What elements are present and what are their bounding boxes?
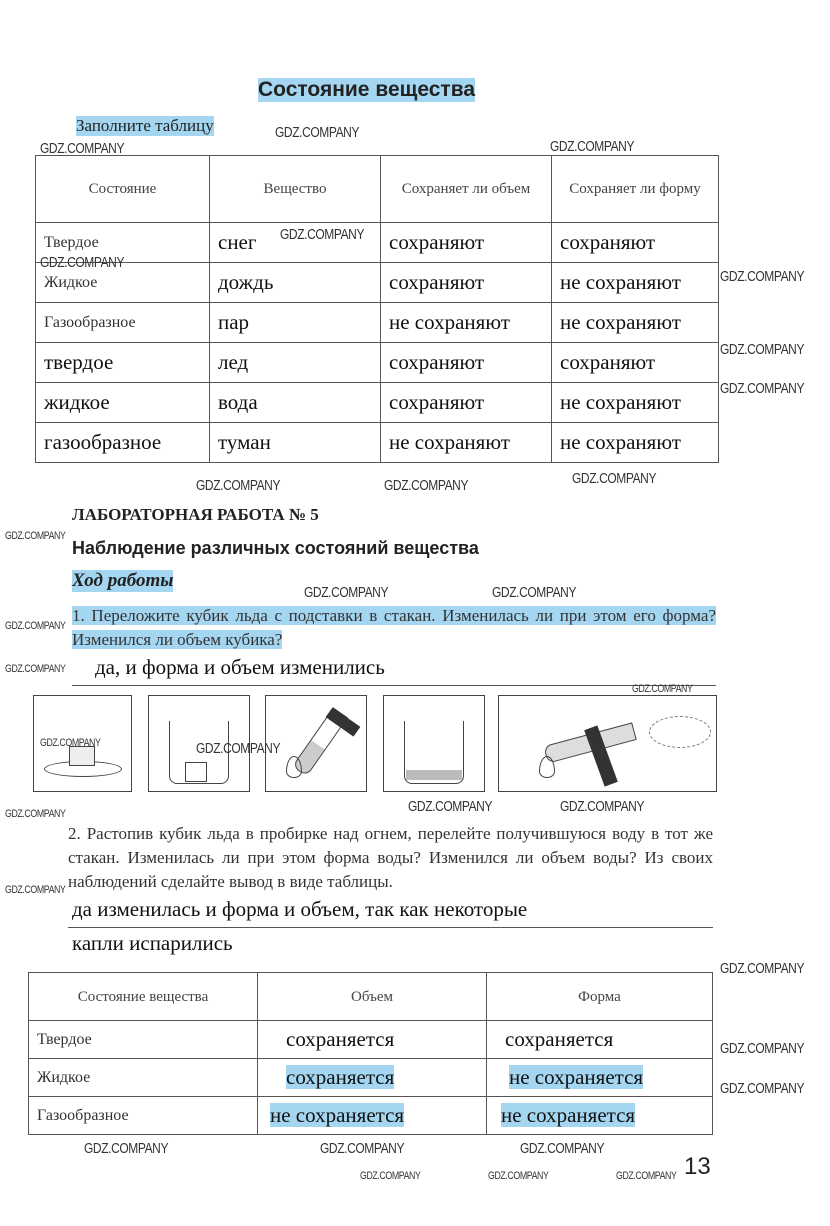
- page-title: Состояние вещества: [258, 78, 476, 101]
- cell-substance: пар: [210, 303, 381, 343]
- watermark: GDZ.COMPANY: [5, 884, 66, 896]
- cell-volume: сохраняют: [381, 263, 552, 303]
- cell-state: твердое: [36, 343, 210, 383]
- cell-volume: сохраняют: [381, 343, 552, 383]
- water-in-glass-illustration: [383, 695, 485, 792]
- cell-state: жидкое: [36, 383, 210, 423]
- cell-value: не сохраняется: [501, 1103, 636, 1127]
- watermark: GDZ.COMPANY: [384, 477, 469, 494]
- watermark: GDZ.COMPANY: [550, 138, 635, 155]
- table-row: [29, 1097, 713, 1135]
- question-1: 1. Переложите кубик льда с подставки в стакан. Изменилась ли при этом его форма? Изменился ли объем кубика?: [72, 606, 716, 649]
- page-number: 13: [684, 1153, 711, 1180]
- table-row: [36, 303, 719, 343]
- cell-value: не сохраняется: [509, 1065, 644, 1089]
- cell-state: Газообразное: [36, 303, 210, 343]
- watermark: GDZ.COMPANY: [720, 268, 805, 285]
- answer-line: [68, 928, 713, 961]
- cell-substance: снег: [210, 223, 381, 263]
- table-row: [29, 1059, 713, 1097]
- cell-state: Твердое: [29, 1021, 258, 1059]
- cell-volume: [258, 1097, 487, 1135]
- cell-shape: [487, 1097, 713, 1135]
- cell-state: Твердое: [36, 223, 210, 263]
- header-substance: Вещество: [210, 156, 381, 223]
- answer-2-line-2: капли испарились: [72, 931, 233, 955]
- answer-line: [72, 652, 716, 686]
- task-instruction: Заполните таблицу: [76, 116, 214, 135]
- watermark: GDZ.COMPANY: [40, 140, 125, 157]
- question-2: 2. Растопив кубик льда в пробирке над огнем, перелейте получившуюся воду в тот же стакан. Изменилась ли при этом форма воды? Изменился ли объем воды? Из своих наблюдений сделайте вывод в виде таблицы.: [68, 824, 713, 891]
- watermark: GDZ.COMPANY: [572, 470, 657, 487]
- watermark: GDZ.COMPANY: [720, 960, 805, 977]
- lab-title: ЛАБОРАТОРНАЯ РАБОТА № 5: [72, 505, 319, 524]
- question-1-block: [72, 604, 716, 686]
- cell-volume: сохраняют: [381, 223, 552, 263]
- header-state: Состояние вещества: [29, 973, 258, 1021]
- table-row: [29, 1021, 713, 1059]
- cell-shape: [487, 1059, 713, 1097]
- header-shape: Форма: [487, 973, 713, 1021]
- table-row: [36, 383, 719, 423]
- table-row: [36, 263, 719, 303]
- boiling-water-steam-illustration: [498, 695, 717, 792]
- answer-1: да, и форма и объем изменились: [95, 655, 385, 679]
- header-shape: Сохраняет ли форму: [552, 156, 719, 223]
- watermark: GDZ.COMPANY: [5, 530, 66, 542]
- watermark: GDZ.COMPANY: [632, 683, 693, 695]
- cell-value: сохраняется: [286, 1065, 395, 1089]
- cell-state: Жидкое: [29, 1059, 258, 1097]
- answer-line: [68, 894, 713, 928]
- question-2-block: [68, 822, 713, 961]
- conclusion-table: [28, 972, 713, 1135]
- header-volume: Объем: [258, 973, 487, 1021]
- watermark: GDZ.COMPANY: [5, 663, 66, 675]
- cell-shape: сохраняется: [487, 1021, 713, 1059]
- lab-subtitle: Наблюдение различных состояний вещества: [72, 538, 479, 558]
- cell-volume: [258, 1059, 487, 1097]
- cell-substance: лед: [210, 343, 381, 383]
- cell-state: газообразное: [36, 423, 210, 463]
- header-state: Состояние: [36, 156, 210, 223]
- watermark: GDZ.COMPANY: [720, 341, 805, 358]
- states-table: [35, 155, 719, 463]
- watermark: GDZ.COMPANY: [720, 1040, 805, 1057]
- watermark: GDZ.COMPANY: [520, 1140, 605, 1157]
- watermark: GDZ.COMPANY: [720, 1080, 805, 1097]
- watermark: GDZ.COMPANY: [488, 1170, 549, 1182]
- watermark: GDZ.COMPANY: [40, 737, 101, 749]
- watermark: GDZ.COMPANY: [5, 808, 66, 820]
- table-row: [36, 223, 719, 263]
- cell-substance: туман: [210, 423, 381, 463]
- header-volume: Сохраняет ли объем: [381, 156, 552, 223]
- watermark: GDZ.COMPANY: [320, 1140, 405, 1157]
- watermark: GDZ.COMPANY: [40, 254, 125, 271]
- cell-shape: не сохраняют: [552, 383, 719, 423]
- cell-volume: сохраняют: [381, 383, 552, 423]
- watermark: GDZ.COMPANY: [196, 477, 281, 494]
- watermark: GDZ.COMPANY: [280, 226, 365, 243]
- table-row: [36, 423, 719, 463]
- watermark: GDZ.COMPANY: [84, 1140, 169, 1157]
- cell-volume: сохраняется: [258, 1021, 487, 1059]
- watermark: GDZ.COMPANY: [360, 1170, 421, 1182]
- cell-shape: не сохраняют: [552, 303, 719, 343]
- test-tube-over-flame-illustration: [265, 695, 367, 792]
- watermark: GDZ.COMPANY: [720, 380, 805, 397]
- cell-value: не сохраняется: [270, 1103, 405, 1127]
- cell-shape: сохраняют: [552, 223, 719, 263]
- watermark: GDZ.COMPANY: [492, 584, 577, 601]
- answer-2-line-1: да изменилась и форма и объем, так как некоторые: [72, 897, 528, 921]
- watermark: GDZ.COMPANY: [616, 1170, 677, 1182]
- watermark: GDZ.COMPANY: [275, 124, 360, 141]
- cell-substance: дождь: [210, 263, 381, 303]
- watermark: GDZ.COMPANY: [5, 620, 66, 632]
- cell-shape: не сохраняют: [552, 423, 719, 463]
- cell-shape: не сохраняют: [552, 263, 719, 303]
- cell-volume: не сохраняют: [381, 303, 552, 343]
- table-row: [36, 343, 719, 383]
- cell-shape: сохраняют: [552, 343, 719, 383]
- cell-state: Жидкое: [36, 263, 210, 303]
- cell-state: Газообразное: [29, 1097, 258, 1135]
- watermark: GDZ.COMPANY: [408, 798, 493, 815]
- watermark: GDZ.COMPANY: [196, 740, 281, 757]
- watermark: GDZ.COMPANY: [560, 798, 645, 815]
- cell-substance: вода: [210, 383, 381, 423]
- watermark: GDZ.COMPANY: [304, 584, 389, 601]
- progress-heading: Ход работы: [72, 570, 174, 591]
- cell-volume: не сохраняют: [381, 423, 552, 463]
